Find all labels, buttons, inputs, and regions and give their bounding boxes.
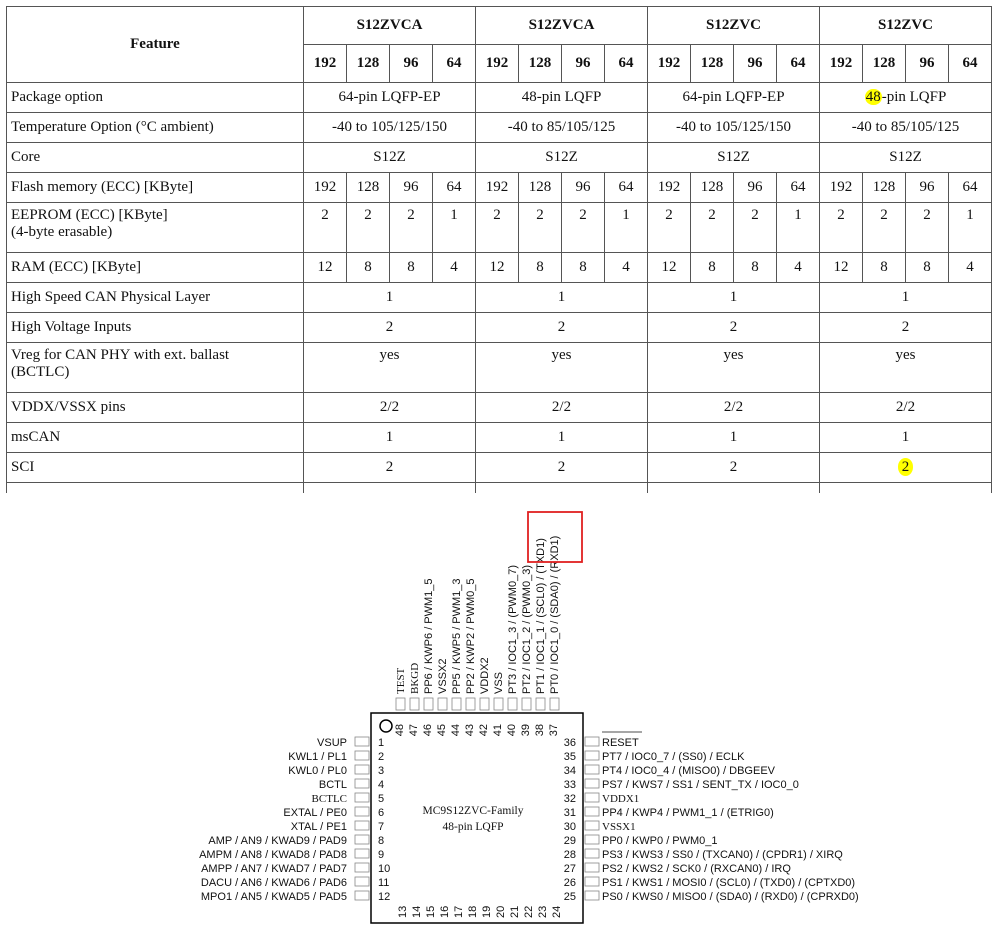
pin-number: 42 [477,724,490,737]
pin-pad [355,821,369,830]
pin-number: 30 [563,821,576,833]
pin-pad [536,698,545,710]
pin-number: 10 [378,863,391,875]
table-cell: 4 [605,253,648,283]
pin-pad [585,835,599,844]
table-cell: 1 [433,203,476,253]
table-cell: 8 [863,253,906,283]
size-header: 64 [605,45,648,83]
table-cell: 64 [949,173,992,203]
chip-name: MC9S12ZVC-Family [422,805,524,817]
table-cell: 96 [390,173,433,203]
pin-number: 12 [378,891,391,903]
feature-label-line: VDDX/VSSX pins [11,399,126,415]
feature-label-line: Vreg for CAN PHY with ext. ballast [11,347,230,363]
table-cell: 12 [648,253,691,283]
pin-number: 34 [563,765,576,777]
table-row [7,173,992,203]
pin-label: PP5 / KWP5 / PWM1_3 [451,578,463,694]
pin-label: AMPM / AN8 / KWAD8 / PAD8 [199,849,347,861]
pin-number: 16 [439,905,451,918]
table-row [7,113,992,143]
pin-number: 3 [378,765,385,777]
table-cell: 64 [777,173,820,203]
table-cell: 128 [347,173,390,203]
pin-label: PS1 / KWS1 / MOSI0 / (SCL0) / (TXD0) / (CPTXD0) [602,877,856,889]
table-cell: 2 [476,203,519,253]
table-cell: 2 [863,203,906,253]
pin-number: 40 [505,724,518,737]
feature-label [7,343,304,393]
table-cell: 4 [777,253,820,283]
pin-number: 29 [563,835,576,847]
pin-label: VSUP [317,737,347,749]
pin-number: 8 [378,835,385,847]
size-header: 192 [476,45,519,83]
table-cell: 2 [304,313,476,343]
size-header: 96 [562,45,605,83]
feature-label [7,313,304,343]
pin-pad [508,698,517,710]
pin-pad [550,698,559,710]
feature-label-line: EEPROM (ECC) [KByte] [11,207,168,223]
size-header: 192 [304,45,347,83]
table-cell: 2 [648,453,820,483]
feature-label [7,253,304,283]
table-cell: yes [820,343,992,393]
pin-label: PP2 / KWP2 / PWM0_5 [465,578,477,694]
table-cell: 2/2 [476,393,648,423]
chip-body [371,713,583,923]
pin-label: VDDX2 [479,657,491,694]
pin-pad [585,765,599,774]
feature-label-line: High Voltage Inputs [11,319,132,335]
pin-label: PT7 / IOC0_7 / (SS0) / ECLK [602,751,745,763]
pin-label: VSS [493,671,505,694]
table-cell: 1 [820,283,992,313]
table-cell: 12 [820,253,863,283]
pin-pad [424,698,433,710]
pin-label: PT2 / IOC1_2 / (PWM0_3) [521,565,533,694]
table-cell: 2 [519,203,562,253]
table-cell [820,453,992,483]
size-header: 192 [820,45,863,83]
pin-pad [585,877,599,886]
pin-number: 5 [378,793,385,805]
feature-label [7,423,304,453]
table-cell: 2 [304,203,347,253]
table-cell: S12Z [304,143,476,173]
table-row [7,393,992,423]
table-cell: 8 [734,253,777,283]
pin-pad [410,698,419,710]
table-row [7,283,992,313]
size-header: 96 [734,45,777,83]
pin-label: PP6 / KWP6 / PWM1_5 [423,578,435,694]
pin-pad [355,751,369,760]
pin-number: 45 [435,724,448,737]
pin-pad [522,698,531,710]
table-cell: 8 [906,253,949,283]
pin-number: 7 [378,821,385,833]
pin-pad [585,821,599,830]
table-cell: 64-pin LQFP-EP [648,83,820,113]
pin-pad [585,891,599,900]
pin-label: EXTAL / PE0 [283,807,347,819]
table-row [7,343,992,393]
pin-pad [585,751,599,760]
pin-pad [585,779,599,788]
table-cell: yes [648,343,820,393]
feature-label-line: Temperature Option (°C ambient) [11,119,214,135]
pin-number: 47 [407,724,420,737]
table-cell: 12 [304,253,347,283]
size-header: 96 [390,45,433,83]
table-cell: 2 [476,453,648,483]
table-cell: -40 to 85/105/125 [820,113,992,143]
pin-number: 37 [547,724,560,737]
table-cell: 4 [949,253,992,283]
pin-number: 15 [425,905,437,918]
table-cell: 2 [476,313,648,343]
size-header: 64 [433,45,476,83]
table-cell: 2 [347,203,390,253]
table-cell: 1 [476,283,648,313]
pin-number: 19 [481,905,493,918]
pin-label: PS3 / KWS3 / SS0 / (TXCAN0) / (CPDR1) / XIRQ [602,849,843,861]
size-header: 96 [906,45,949,83]
pin-pad [355,793,369,802]
pin-number: 21 [509,905,521,918]
feature-label-line: High Speed CAN Physical Layer [11,289,211,305]
pin-number: 46 [421,724,434,737]
feature-label-line: msCAN [11,429,61,445]
pin-pad [585,737,599,746]
group-header: S12ZVC [820,7,992,45]
table-cell: 4 [433,253,476,283]
table-cell: 128 [519,173,562,203]
table-cell: -40 to 85/105/125 [476,113,648,143]
pin-number: 25 [563,891,576,903]
table-cell: 1 [304,283,476,313]
pin-number: 18 [467,905,479,918]
size-header: 64 [777,45,820,83]
table-cell: 12 [476,253,519,283]
pin-number: 48 [393,724,406,737]
feature-label [7,203,304,253]
pin-label: PT4 / IOC0_4 / (MISO0) / DBGEEV [602,765,775,777]
pin-label: VDDX1 [602,793,640,805]
pin-number: 2 [378,751,385,763]
table-cell: 96 [734,173,777,203]
pin-number: 39 [519,724,532,737]
pin-label: PP4 / KWP4 / PWM1_1 / (ETRIG0) [602,807,774,819]
size-header: 128 [347,45,390,83]
table-cell: 2 [820,313,992,343]
table-row [7,453,992,483]
pin-pad [355,737,369,746]
pin-pad [355,779,369,788]
pin-number: 9 [378,849,385,861]
feature-label-line: (4-byte erasable) [11,224,113,240]
table-cell: 96 [906,173,949,203]
table-cell: 2/2 [304,393,476,423]
table-cell: 8 [347,253,390,283]
table-cell: 48-pin LQFP [476,83,648,113]
table-cell: 2 [562,203,605,253]
pin-number: 31 [563,807,576,819]
cell-text: -pin LQFP [881,89,947,105]
pin-pad [355,849,369,858]
table-cell: S12Z [820,143,992,173]
pin-number: 4 [378,779,385,791]
pin-label: AMP / AN9 / KWAD9 / PAD9 [208,835,347,847]
table-cell: S12Z [648,143,820,173]
table-cell: 64 [433,173,476,203]
pin-pad [585,807,599,816]
pin-label: PS0 / KWS0 / MISO0 / (SDA0) / (RXD0) / (CPRXD0) [602,891,859,903]
table-row-cutoff [7,483,992,493]
pin-pad [585,793,599,802]
table-cell: 96 [562,173,605,203]
table-cell: 128 [691,173,734,203]
table-cell: 192 [648,173,691,203]
table-row [7,83,992,113]
group-header: S12ZVCA [476,7,648,45]
pin-label: MPO1 / AN5 / KWAD5 / PAD5 [200,891,347,903]
table-cell: 1 [949,203,992,253]
feature-label [7,143,304,173]
pin-number: 13 [397,905,409,918]
size-header: 128 [863,45,906,83]
feature-comparison-table [6,6,992,493]
pin-label: PS2 / KWS2 / SCK0 / (RXCAN0) / IRQ [602,863,791,875]
pin-label: BCTL [318,779,347,791]
pin-pad [494,698,503,710]
feature-label-line: Flash memory (ECC) [KByte] [11,179,194,195]
feature-label-line: (BCTLC) [11,364,70,380]
table-cell: 2 [820,203,863,253]
pin-pad [466,698,475,710]
table-cell: 128 [863,173,906,203]
table-cell: 2/2 [648,393,820,423]
pin-number: 35 [563,751,576,763]
table-cell: 192 [304,173,347,203]
pin-number: 43 [463,724,476,737]
table-cell: 2 [691,203,734,253]
table-cell: 64 [605,173,648,203]
feature-header: Feature [7,7,304,83]
table-cell: 2 [390,203,433,253]
feature-label [7,393,304,423]
table-row [7,143,992,173]
pin-label: TEST [395,667,407,694]
pin-number: 41 [491,724,504,737]
table-cell: yes [304,343,476,393]
table-cell: 1 [304,423,476,453]
pin-label: DACU / AN6 / KWAD6 / PAD6 [200,877,347,889]
pin-pad [480,698,489,710]
pin-number: 23 [537,905,549,918]
table-cell: 2 [734,203,777,253]
table-cell: S12Z [476,143,648,173]
pin-pad [355,807,369,816]
feature-label [7,113,304,143]
pin-label: PT1 / IOC1_1 / (SCL0) / (TXD1) [535,538,547,694]
highlighted-text: 48 [865,89,881,105]
pin-label: BKGD [409,662,421,694]
pin-number: 20 [495,905,507,918]
pin-number: 32 [563,793,576,805]
table-cell: -40 to 105/125/150 [648,113,820,143]
feature-label [7,283,304,313]
table-cell: 1 [605,203,648,253]
feature-label [7,173,304,203]
size-header: 192 [648,45,691,83]
table-cell: 64-pin LQFP-EP [304,83,476,113]
pin-label: XTAL / PE1 [290,821,347,833]
pin-label: VSSX1 [602,821,636,833]
pin1-marker [380,720,392,732]
group-header: S12ZVCA [304,7,476,45]
pin-number: 38 [533,724,546,737]
pin-number: 22 [523,905,535,918]
pin-label: KWL0 / PL0 [288,765,347,777]
table-cell: 1 [648,423,820,453]
pin-label: PS7 / KWS7 / SS1 / SENT_TX / IOC0_0 [602,779,799,791]
pin-pad [355,835,369,844]
table-row [7,313,992,343]
feature-label-line: Package option [11,89,104,105]
feature-label-line: RAM (ECC) [KByte] [11,259,141,275]
pin-label: PT3 / IOC1_3 / (PWM0_7) [507,565,519,694]
table-cell: 8 [390,253,433,283]
pin-pad [585,849,599,858]
highlighted-text: 2 [898,458,914,476]
pin-number: 33 [563,779,576,791]
pin-number: 11 [378,877,390,889]
table-cell [820,83,992,113]
table-row [7,253,992,283]
pin-number: 27 [563,863,576,875]
pin-pad [585,863,599,872]
pin-number: 26 [563,877,576,889]
pin-label: KWL1 / PL1 [288,751,347,763]
table-cell: 1 [648,283,820,313]
pin-label: PT0 / IOC1_0 / (SDA0) / (RXD1) [549,535,561,694]
group-header: S12ZVC [648,7,820,45]
table-cell: 8 [562,253,605,283]
pin-number: 44 [449,724,462,737]
table-cell: -40 to 105/125/150 [304,113,476,143]
table-cell: 1 [777,203,820,253]
table-cell: 2 [648,203,691,253]
chip-package: 48-pin LQFP [442,821,504,833]
table-cell: 2 [304,453,476,483]
size-header: 64 [949,45,992,83]
table-row [7,203,992,253]
pin-number: 24 [551,905,563,918]
pin-pad [355,877,369,886]
pin-pad [452,698,461,710]
table-cell: yes [476,343,648,393]
table-cell: 192 [476,173,519,203]
pin-number: 1 [378,737,385,749]
table-cell: 1 [820,423,992,453]
table-cell: 2 [906,203,949,253]
table-cell: 1 [476,423,648,453]
size-header: 128 [519,45,562,83]
pin-label: AMPP / AN7 / KWAD7 / PAD7 [201,863,347,875]
pin-number: 6 [378,807,385,819]
table-cell: 2 [648,313,820,343]
pin-pad [355,863,369,872]
table-cell: 8 [519,253,562,283]
pin-number: 28 [563,849,576,861]
pin-label: PP0 / KWP0 / PWM0_1 [602,835,718,847]
pin-label: RESET [602,737,639,749]
pinout-diagram [0,500,999,925]
pin-pad [355,765,369,774]
table-cell: 192 [820,173,863,203]
feature-label [7,453,304,483]
pin-label: VSSX2 [437,658,449,694]
feature-label [7,83,304,113]
table-row [7,423,992,453]
size-header: 128 [691,45,734,83]
pin-number: 14 [411,905,423,918]
pin-number: 36 [563,737,576,749]
feature-label-line: SCI [11,459,35,475]
pin-pad [438,698,447,710]
pin-pad [355,891,369,900]
pin-label: BCTLC [311,793,347,805]
table-cell: 2/2 [820,393,992,423]
pin-number: 17 [453,905,465,918]
feature-label-line: Core [11,149,41,165]
table-cell: 8 [691,253,734,283]
pin-pad [396,698,405,710]
